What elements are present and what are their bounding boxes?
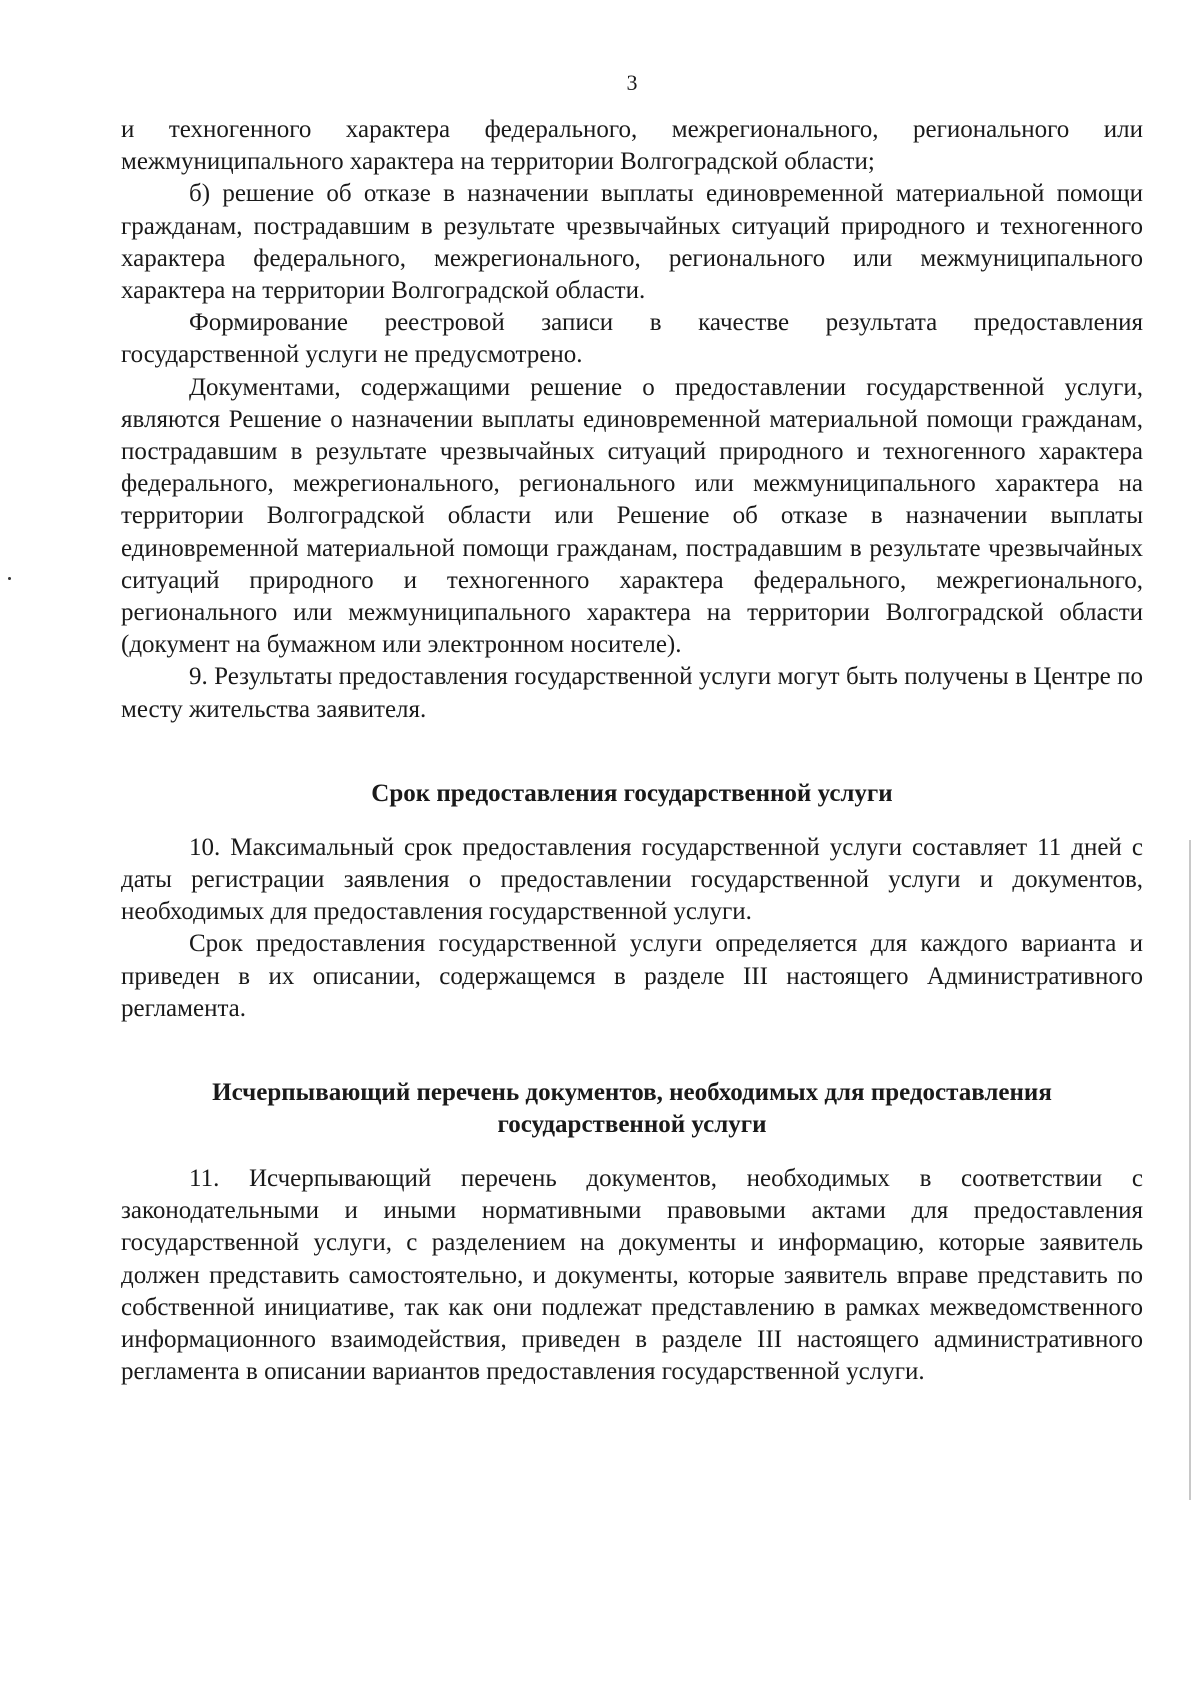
paragraph-item-10: 10. Максимальный срок предоставления государственной услуги составляет 11 дней с даты регистрации заявления о предоставлении государственной услуги и документов, необходимых для предоставления государственной услуги.: [121, 833, 1143, 926]
paragraph-registry-record: Формирование реестровой записи в качестве результата предоставления государственной услуги не предусмотрено.: [121, 309, 1143, 369]
scan-artifact-dot: [8, 577, 11, 580]
paragraph-refusal-decision: б) решение об отказе в назначении выплаты единовременной материальной помощи гражданам, пострадавшим в результате чрезвычайных ситуаций природного и техногенного характера федерального, межрегионального, регионального или межмуниципального характера на территории Волгоградской области.: [121, 180, 1143, 305]
paragraph-item-11: 11. Исчерпывающий перечень документов, необходимых в соответствии с законодательными и иными нормативными правовыми актами для предоставления государственной услуги, с разделением на документы и информацию, которые заявитель должен представить самостоятельно, и документы, которые заявитель вправе представить по собственной инициативе, так как они подлежат представлению в рамках межведомственного информационного взаимодействия, приведен в разделе III настоящего административного регламента в описании вариантов предоставления государственной услуги.: [121, 1165, 1143, 1386]
section-heading-documents: [121, 1077, 1143, 1141]
paragraph-continuation: и техногенного характера федерального, межрегионального, регионального или межмуниципального характера на территории Волгоградской области;: [121, 116, 1143, 176]
section-heading-term: Срок предоставления государственной услуги: [371, 779, 893, 807]
paragraph-decision-documents: Документами, содержащими решение о предоставлении государственной услуги, являются Решение о назначении выплаты единовременной материальной помощи гражданам, пострадавшим в результате чрезвычайных ситуаций природного и техногенного характера федерального, межрегионального, регионального или межмуниципального характера на территории Волгоградской области или Решение об отказе в назначении выплаты единовременной материальной помощи гражданам, пострадавшим в результате чрезвычайных ситуаций природного и техногенного характера федерального, межрегионального, регионального или межмуниципального характера на территории Волгоградской области (документ на бумажном или электронном носителе).: [121, 373, 1143, 659]
document-body: [121, 114, 1143, 1389]
page-number: 3: [626, 70, 638, 95]
section-heading-documents-line2: государственной услуги: [497, 1111, 767, 1139]
scan-edge-line: [1189, 840, 1191, 1500]
section-heading-documents-line1: Исчерпывающий перечень документов, необходимых для предоставления: [212, 1079, 1052, 1107]
paragraph-item-9: 9. Результаты предоставления государственной услуги могут быть получены в Центре по месту жительства заявителя.: [121, 663, 1143, 723]
paragraph-term-variants: Срок предоставления государственной услуги определяется для каждого варианта и приведен в их описании, содержащемся в разделе III настоящего Административного регламента.: [121, 930, 1143, 1022]
